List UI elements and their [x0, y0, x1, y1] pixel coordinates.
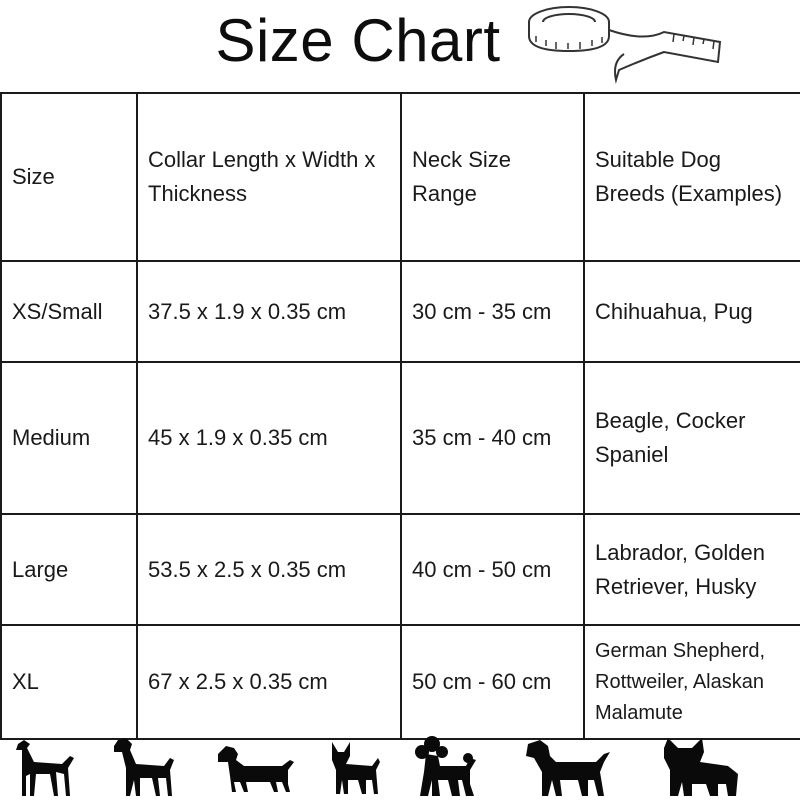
table-row	[1, 261, 800, 362]
cell-size: XL	[1, 625, 137, 739]
cell-neck: 30 cm - 35 cm	[401, 261, 584, 362]
cell-collar: 37.5 x 1.9 x 0.35 cm	[137, 261, 401, 362]
great-dane-icon	[114, 738, 174, 796]
table-row	[1, 625, 800, 739]
table-row	[1, 362, 800, 514]
greyhound-icon	[16, 740, 74, 796]
measuring-tape-icon	[524, 2, 724, 86]
header-size: Size	[1, 93, 137, 261]
french-bulldog-icon	[664, 738, 738, 796]
pitbull-icon	[526, 740, 610, 796]
header-neck: Neck Size Range	[401, 93, 584, 261]
dachshund-icon	[218, 746, 294, 792]
cell-neck: 40 cm - 50 cm	[401, 514, 584, 625]
size-chart-table	[0, 92, 800, 740]
cell-size: Medium	[1, 362, 137, 514]
header-breeds: Suitable Dog Breeds (Examples)	[584, 93, 800, 261]
cell-collar: 45 x 1.9 x 0.35 cm	[137, 362, 401, 514]
table-header-row	[1, 93, 800, 261]
header-collar: Collar Length x Width x Thickness	[137, 93, 401, 261]
page-title: Size Chart	[215, 7, 501, 74]
cell-neck: 50 cm - 60 cm	[401, 625, 584, 739]
cell-breeds: Chihuahua, Pug	[584, 261, 800, 362]
poodle-icon	[415, 736, 476, 796]
dog-silhouettes	[0, 736, 800, 800]
chihuahua-icon	[332, 742, 380, 794]
cell-size: Large	[1, 514, 137, 625]
cell-collar: 67 x 2.5 x 0.35 cm	[137, 625, 401, 739]
table-row	[1, 514, 800, 625]
cell-breeds: Beagle, Cocker Spaniel	[584, 362, 800, 514]
cell-collar: 53.5 x 2.5 x 0.35 cm	[137, 514, 401, 625]
cell-size: XS/Small	[1, 261, 137, 362]
cell-neck: 35 cm - 40 cm	[401, 362, 584, 514]
cell-breeds: German Shepherd, Rottweiler, Alaskan Malamute	[584, 625, 800, 739]
cell-breeds: Labrador, Golden Retriever, Husky	[584, 514, 800, 625]
